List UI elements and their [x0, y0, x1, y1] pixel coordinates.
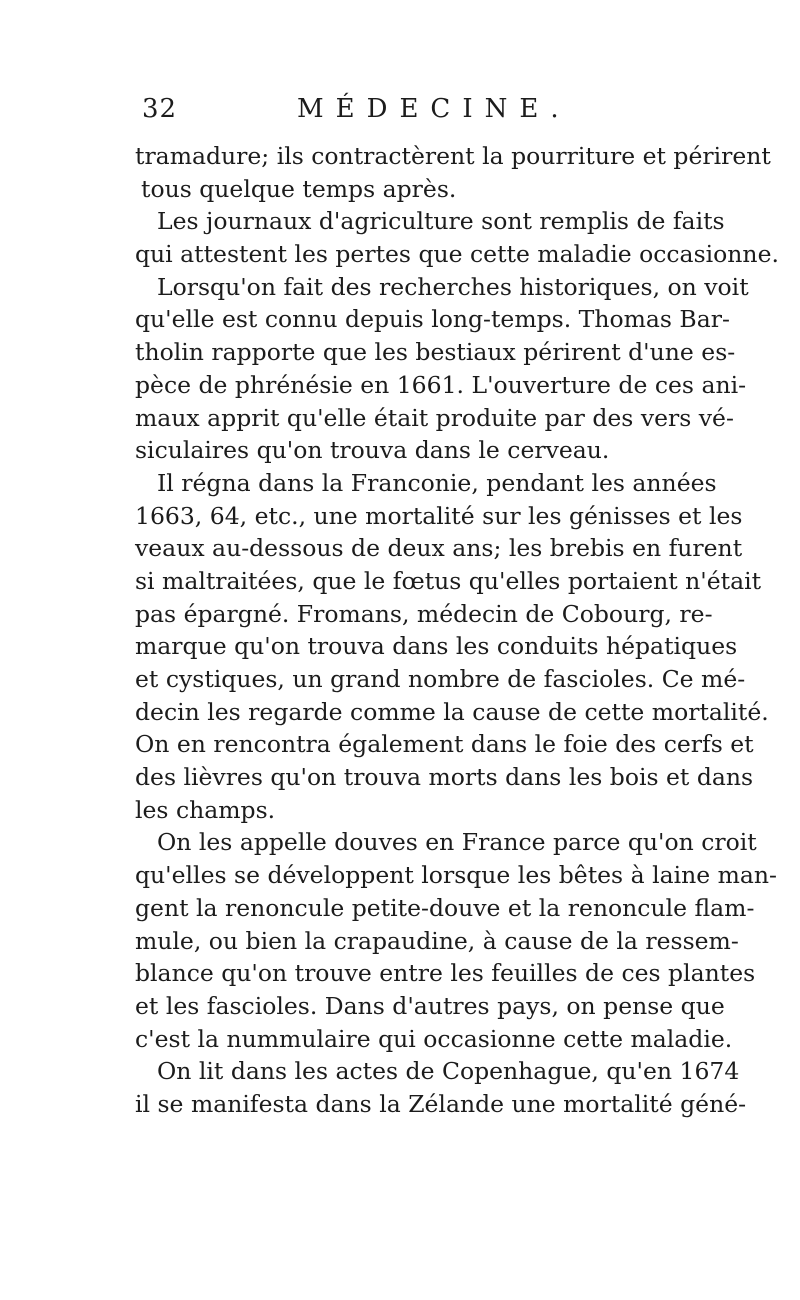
text-line: les champs. — [135, 795, 276, 824]
text-line: tous quelque temps après. — [141, 174, 457, 203]
text-line: marque qu'on trouva dans les conduits hépatiques — [135, 632, 738, 661]
page-header — [142, 94, 682, 134]
text-line: On lit dans les actes de Copenhague, qu'en 1674 — [157, 1057, 740, 1086]
text-line: il se manifesta dans la Zélande une mortalité géné- — [135, 1089, 747, 1118]
text-line: et les fascioles. Dans d'autres pays, on pense que — [135, 991, 725, 1020]
text-line: pas épargné. Fromans, médecin de Cobourg, re- — [135, 599, 713, 628]
text-line: qu'elles se développent lorsque les bêtes à laine man- — [135, 861, 777, 890]
text-line: c'est la nummulaire qui occasionne cette maladie. — [135, 1024, 733, 1053]
text-line: blance qu'on trouve entre les feuilles de ces plantes — [135, 959, 756, 988]
text-line: des lièvres qu'on trouva morts dans les bois et dans — [135, 763, 754, 792]
text-line: gent la renoncule petite-douve et la renoncule flam- — [135, 893, 755, 922]
text-line: si maltraitées, que le fœtus qu'elles portaient n'était — [135, 566, 762, 595]
running-title: MÉDECINE. — [297, 94, 571, 124]
text-line: tholin rapporte que les bestiaux périrent d'une es- — [135, 338, 736, 367]
body-text — [135, 140, 779, 1121]
text-line: siculaires qu'on trouva dans le cerveau. — [135, 436, 610, 465]
text-line: On les appelle douves en France parce qu'on croit — [157, 828, 757, 857]
text-line: pèce de phrénésie en 1661. L'ouverture de ces ani- — [135, 370, 747, 399]
text-line: 1663, 64, etc., une mortalité sur les génisses et les — [135, 501, 743, 530]
text-line: et cystiques, un grand nombre de fascioles. Ce mé- — [135, 665, 746, 693]
text-line: qui attestent les pertes que cette maladie occasionne. — [135, 240, 779, 269]
text-line: decin les regarde comme la cause de cette mortalité. — [135, 697, 769, 726]
text-line: veaux au-dessous de deux ans; les brebis en furent — [135, 534, 743, 563]
text-line: mule, ou bien la crapaudine, à cause de la ressem- — [135, 926, 739, 955]
text-line: Il régna dans la Franconie, pendant les années — [157, 468, 717, 497]
text-line: Lorsqu'on fait des recherches historiques, on voit — [157, 272, 749, 301]
text-line: Les journaux d'agriculture sont remplis de faits — [157, 207, 725, 236]
text-line: On en rencontra également dans le foie des cerfs et — [135, 730, 754, 759]
page-number: 32 — [142, 94, 178, 124]
text-line: tramadure; ils contractèrent la pourriture et périrent — [135, 142, 771, 170]
text-line: qu'elle est connu depuis long-temps. Thomas Bar- — [135, 305, 730, 334]
text-line: maux apprit qu'elle était produite par des vers vé- — [135, 403, 734, 432]
